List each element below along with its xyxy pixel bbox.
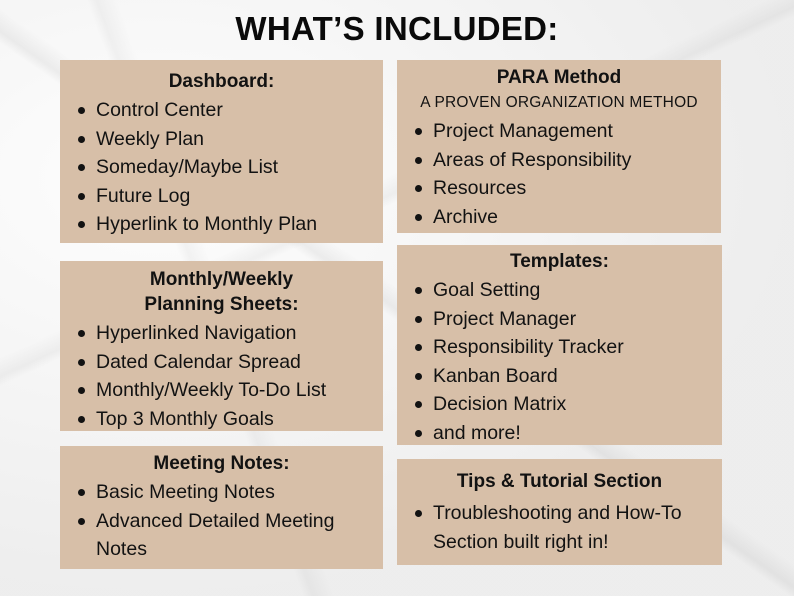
list-item: and more! — [411, 419, 722, 448]
list-item: Project Management — [411, 117, 721, 146]
meeting-title: Meeting Notes: — [153, 453, 290, 474]
meeting-list — [74, 478, 383, 564]
list-item: Project Manager — [411, 305, 722, 334]
list-item: Top 3 Monthly Goals — [74, 405, 383, 434]
templates-card — [397, 245, 722, 445]
dashboard-card — [60, 60, 383, 243]
list-item: Hyperlink to Monthly Plan — [74, 210, 383, 239]
templates-title: Templates: — [510, 251, 609, 272]
list-item: Troubleshooting and How-To Section built right in! — [411, 499, 722, 556]
list-item: Responsibility Tracker — [411, 333, 722, 362]
para-list — [411, 117, 721, 231]
list-item: Decision Matrix — [411, 390, 722, 419]
meeting-notes-card — [60, 446, 383, 569]
dashboard-list — [74, 96, 383, 239]
para-subtitle: A PROVEN ORGANIZATION METHOD — [420, 94, 698, 111]
list-item: Someday/Maybe List — [74, 153, 383, 182]
tips-list — [411, 499, 722, 556]
list-item: Kanban Board — [411, 362, 722, 391]
list-item: Weekly Plan — [74, 125, 383, 154]
list-item: Areas of Responsibility — [411, 146, 721, 175]
monthly-title-line1: Monthly/Weekly — [149, 269, 294, 290]
dashboard-title: Dashboard: — [168, 71, 275, 92]
list-item: Basic Meeting Notes — [74, 478, 383, 507]
tips-tutorial-card — [397, 459, 722, 565]
list-item: Hyperlinked Navigation — [74, 319, 383, 348]
list-item: Advanced Detailed Meeting Notes — [74, 507, 383, 564]
tips-title: Tips & Tutorial Section — [456, 471, 663, 492]
list-item: Goal Setting — [411, 276, 722, 305]
list-item: Control Center — [74, 96, 383, 125]
monthly-weekly-card — [60, 261, 383, 431]
list-item: Monthly/Weekly To-Do List — [74, 376, 383, 405]
para-method-card — [397, 60, 721, 233]
list-item: Dated Calendar Spread — [74, 348, 383, 377]
list-item: Resources — [411, 174, 721, 203]
monthly-title-line2: Planning Sheets: — [144, 294, 299, 315]
list-item: Archive — [411, 203, 721, 232]
page-title: WHAT’S INCLUDED: — [235, 10, 559, 47]
templates-list — [411, 276, 722, 448]
monthly-list — [74, 319, 383, 433]
list-item: Future Log — [74, 182, 383, 211]
para-title: PARA Method — [496, 67, 622, 88]
